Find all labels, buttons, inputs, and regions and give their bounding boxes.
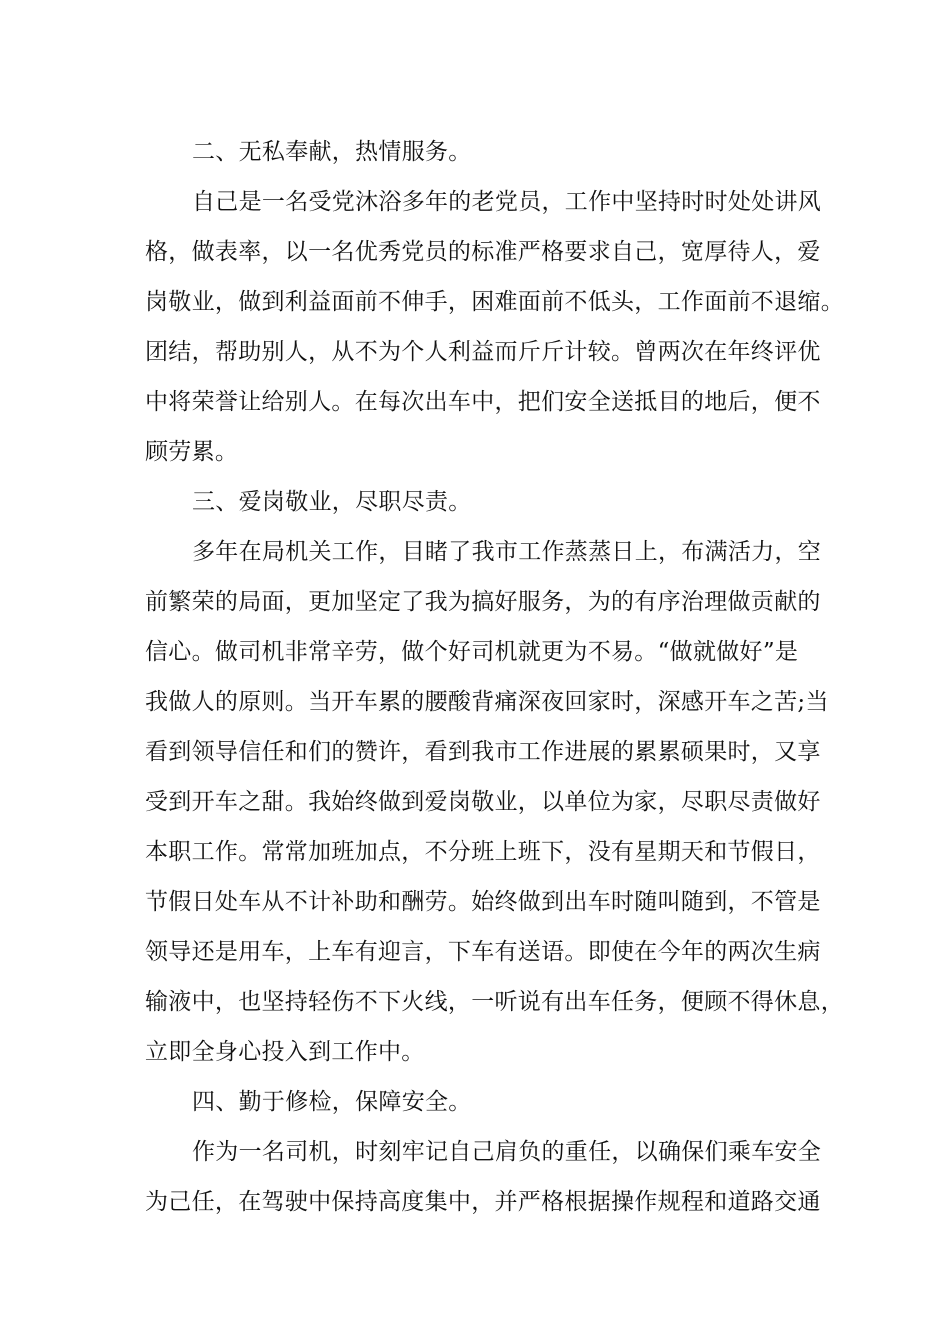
- paragraph-line: 多年在局机关工作，目睹了我市工作蒸蒸日上，布满活力，空: [192, 539, 822, 565]
- paragraph-line: 岗敬业，做到利益面前不伸手，困难面前不低头，工作面前不退缩。: [145, 289, 844, 315]
- paragraph-line: 顾劳累。: [145, 439, 239, 465]
- paragraph-line: 受到开车之甜。我始终做到爱岗敬业，以单位为家，尽职尽责做好: [145, 789, 821, 815]
- section-heading-4: 四、勤于修检，保障安全。: [192, 1089, 472, 1115]
- section-heading-3: 三、爱岗敬业，尽职尽责。: [192, 489, 472, 515]
- paragraph-line: 看到领导信任和们的赞许，看到我市工作进展的累累硕果时，又享: [145, 739, 821, 765]
- paragraph-line: 领导还是用车，上车有迎言，下车有送语。即使在今年的两次生病: [145, 939, 821, 965]
- section-heading-2: 二、无私奉献，热情服务。: [192, 139, 472, 165]
- paragraph-line: 为己任，在驾驶中保持高度集中，并严格根据操作规程和道路交通: [145, 1189, 821, 1215]
- paragraph-line: 自己是一名受党沐浴多年的老党员，工作中坚持时时处处讲风: [192, 189, 822, 215]
- paragraph-line: 格，做表率，以一名优秀党员的标准严格要求自己，宽厚待人，爱: [145, 239, 821, 265]
- paragraph-line: 我做人的原则。当开车累的腰酸背痛深夜回家时，深感开车之苦;当: [145, 689, 829, 715]
- paragraph-line: 节假日处车从不计补助和酬劳。始终做到出车时随叫随到，不管是: [145, 889, 821, 915]
- paragraph-line: 本职工作。常常加班加点，不分班上班下，没有星期天和节假日，: [145, 839, 821, 865]
- paragraph-line: 前繁荣的局面，更加坚定了我为搞好服务，为的有序治理做贡献的: [145, 589, 821, 615]
- paragraph-line: 立即全身心投入到工作中。: [145, 1039, 425, 1065]
- paragraph-line: 团结，帮助别人，从不为个人利益而斤斤计较。曾两次在年终评优: [145, 339, 821, 365]
- paragraph-line: 输液中，也坚持轻伤不下火线，一听说有出车任务，便顾不得休息，: [145, 989, 844, 1015]
- paragraph-line: 中将荣誉让给别人。在每次出车中，把们安全送抵目的地后，便不: [145, 389, 821, 415]
- paragraph-line: 信心。做司机非常辛劳，做个好司机就更为不易。“做就做好”是: [145, 639, 799, 665]
- paragraph-line: 作为一名司机，时刻牢记自己肩负的重任，以确保们乘车安全: [192, 1139, 822, 1165]
